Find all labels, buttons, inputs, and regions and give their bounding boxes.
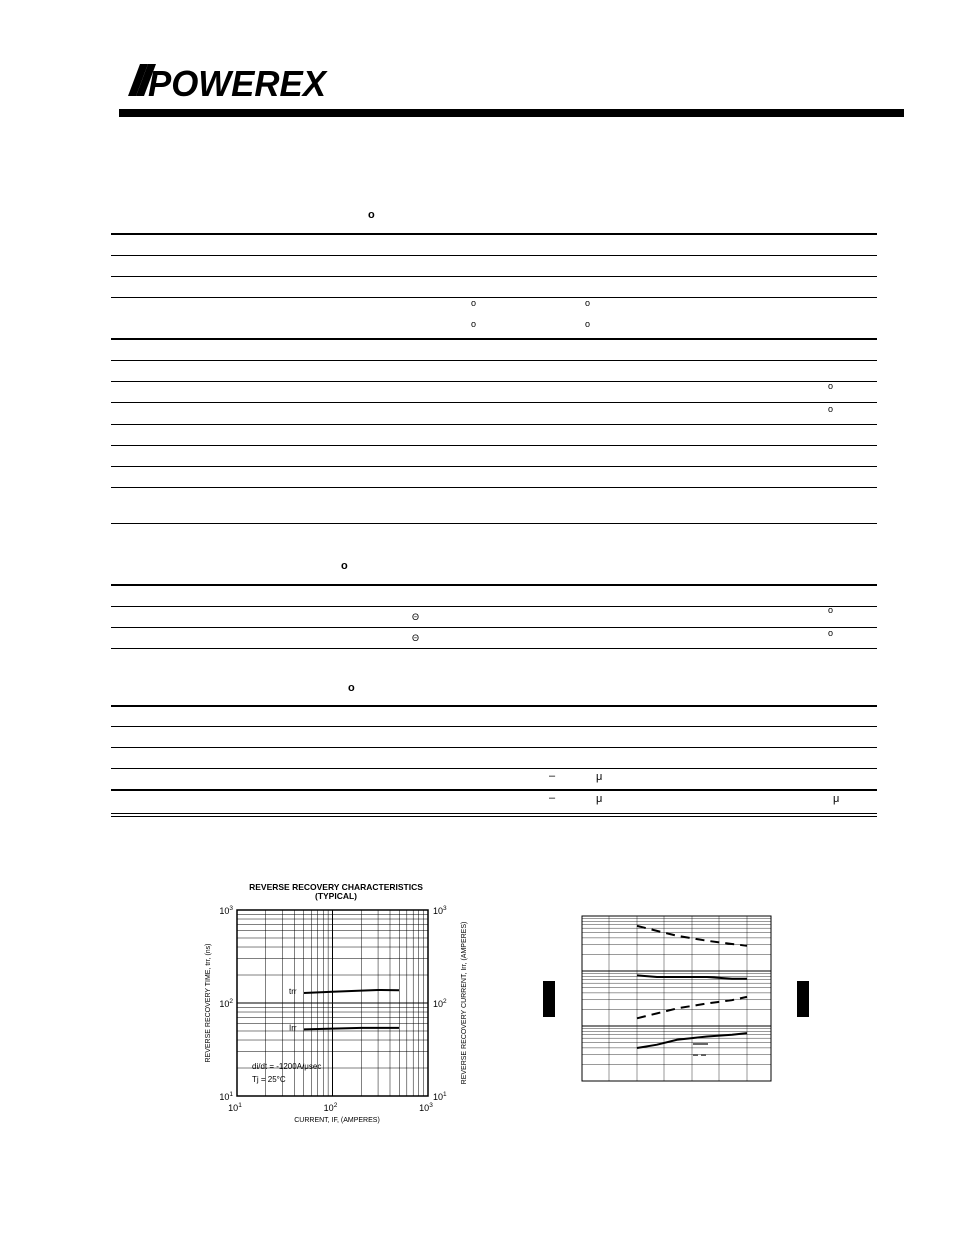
table3-row-rule (111, 789, 877, 791)
table3-top-rule (111, 705, 877, 707)
y-tick-label: $10^3$ (219, 905, 233, 916)
table1-row-rule (111, 381, 877, 382)
y-axis-label-right: REVERSE RECOVERY CURRENT, Irr, (AMPERES) (461, 921, 468, 1085)
brand-text: POWEREX (148, 63, 328, 102)
chart-subtitle: (TYPICAL) (314, 891, 358, 901)
degree-mark: o (585, 319, 591, 329)
x-tick-label: $10^1$ (228, 1102, 242, 1113)
table1-row-rule (111, 466, 877, 467)
y-tick-label: $10^1$ (219, 1091, 233, 1102)
table1-top-rule (111, 233, 877, 235)
table1-row-rule (111, 487, 877, 488)
micro-mark: μ (596, 793, 603, 805)
table3-bottom-rule (111, 816, 877, 817)
table1-row-rule (111, 338, 877, 340)
chart-title: REVERSE RECOVERY CHARACTERISTICS (249, 882, 423, 892)
x-tick-label: $10^3$ (419, 1102, 433, 1113)
table1-bottom-rule (111, 523, 877, 524)
degree-mark: o (828, 381, 834, 391)
header-rule (119, 109, 904, 117)
table3-row-rule (111, 726, 877, 727)
section3-degree-mark: o (348, 682, 355, 694)
degree-mark: o (828, 605, 834, 615)
table2-row-rule (111, 627, 877, 628)
table2-bottom-rule (111, 648, 877, 649)
powerex-logo (122, 58, 330, 102)
degree-mark: o (471, 319, 477, 329)
annotation-tj: Tj = 25°C (252, 1075, 286, 1084)
y-tick-label: $10^2$ (219, 998, 233, 1009)
series-label-irr: Irr (288, 1023, 297, 1033)
table1-row-rule (111, 424, 877, 425)
table1-row-rule (111, 297, 877, 298)
table3-bottom-rule (111, 813, 877, 814)
degree-mark: o (471, 298, 477, 308)
section1-degree-mark: o (368, 209, 375, 221)
x-tick-label: $10^2$ (323, 1102, 338, 1113)
secondary-chart (540, 910, 810, 1090)
minus-mark: – (549, 792, 556, 804)
table2-top-rule (111, 584, 877, 586)
micro-mark: μ (833, 793, 840, 805)
series-line-irr (304, 1028, 400, 1030)
series-line-trr (304, 990, 400, 993)
degree-mark: o (585, 298, 591, 308)
section2-degree-mark: o (341, 560, 348, 572)
minus-mark: – (549, 770, 556, 782)
right-axis-label-block (797, 981, 809, 1017)
y-tick-label-right: $10^1$ (433, 1091, 447, 1102)
x-axis-label: CURRENT, IF, (AMPERES) (294, 1117, 380, 1124)
degree-mark: o (828, 404, 834, 414)
table2-row-rule (111, 606, 877, 607)
table1-row-rule (111, 445, 877, 446)
micro-mark: μ (596, 771, 603, 783)
degree-mark: o (828, 628, 834, 638)
table1-row-rule (111, 402, 877, 403)
theta-mark: Θ (412, 633, 420, 643)
annotation-didt: di/dt = -1200A/μsec (252, 1062, 322, 1071)
left-axis-label-block (543, 981, 555, 1017)
table3-row-rule (111, 768, 877, 769)
series-label-trr: trr (288, 987, 297, 997)
table3-row-rule (111, 747, 877, 748)
table1-row-rule (111, 276, 877, 277)
table1-row-rule (111, 255, 877, 256)
theta-mark: Θ (412, 612, 420, 622)
table1-row-rule (111, 360, 877, 361)
y-tick-label-right: $10^2$ (433, 998, 447, 1009)
y-tick-label-right: $10^3$ (433, 905, 447, 916)
y-axis-label: REVERSE RECOVERY TIME, trr, (ns) (205, 943, 212, 1063)
reverse-recovery-chart (200, 876, 480, 1131)
